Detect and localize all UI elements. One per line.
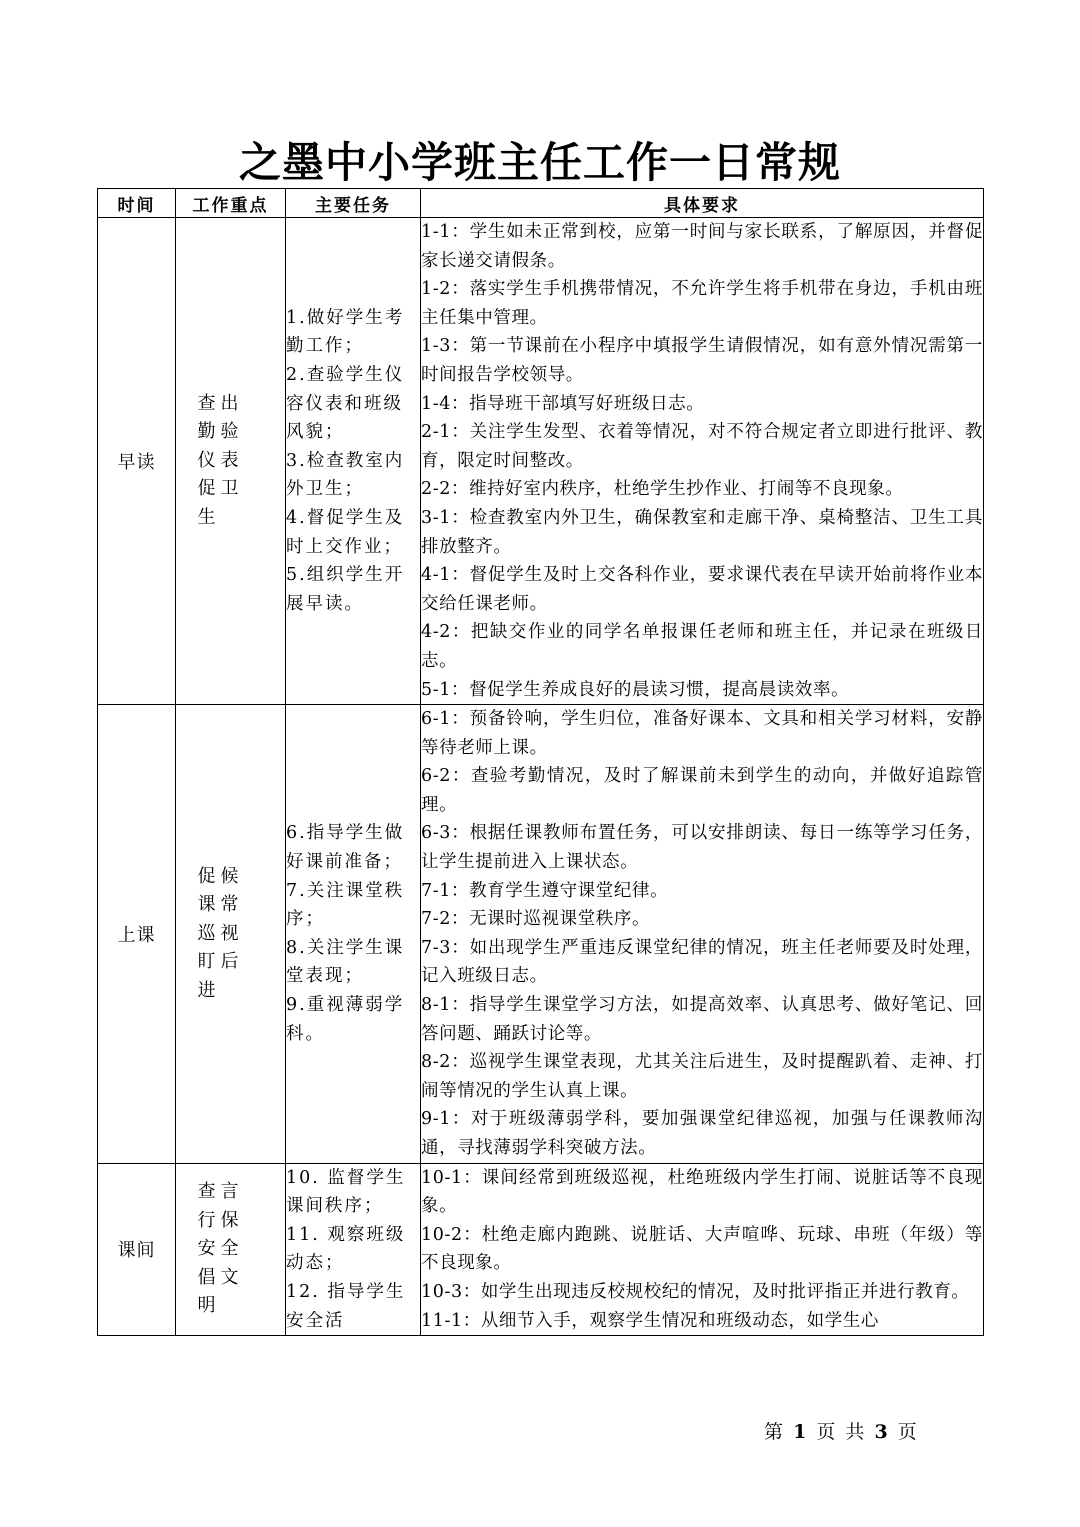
page-suffix: 页 [897, 1421, 919, 1443]
header-focus: 工作重点 [176, 189, 286, 218]
requirement-item: 3-1：检查教室内外卫生，确保教室和走廊干净、桌椅整洁、卫生工具排放整齐。 [421, 507, 983, 557]
tasks-cell [286, 218, 421, 705]
requirement-item: 1-2：落实学生手机携带情况，不允许学生将手机带在身边，手机由班主任集中管理。 [421, 279, 983, 328]
focus-cell [176, 705, 286, 1164]
requirement-item: 8-1：指导学生课堂学习方法，如提高效率、认真思考、做好笔记、回答问题、踊跃讨论等。 [421, 995, 983, 1044]
requirement-item: 5-1：督促学生养成良好的晨读习惯，提高晨读效率。 [421, 679, 850, 700]
focus-cell [176, 1163, 286, 1336]
requirement-item: 4-2：把缺交作业的同学名单报课任老师和班主任，并记录在班级日志。 [421, 622, 983, 671]
requirement-item: 11-1：从细节入手，观察学生情况和班级动态，如学生心 [421, 1310, 880, 1331]
page-number [764, 1417, 919, 1444]
focus-cell [176, 218, 286, 705]
requirement-item: 2-2：维持好室内秩序，杜绝学生抄作业、打闹等不良现象。 [421, 479, 904, 500]
task-item: 4.督促学生及时上交作业； [286, 507, 405, 557]
task-item: 11. 观察班级动态； [286, 1224, 406, 1274]
header-time: 时间 [98, 189, 176, 218]
task-item: 1.做好学生考勤工作； [286, 307, 405, 357]
table-row [98, 1163, 984, 1336]
time-cell: 早读 [98, 218, 176, 705]
requirement-item: 7-3：如出现学生严重违反课堂纪律的情况，班主任老师要及时处理，记入班级日志。 [421, 937, 983, 987]
requirement-item: 10-1：课间经常到班级巡视，杜绝班级内学生打闹、说脏话等不良现象。 [421, 1167, 983, 1217]
requirements-cell [421, 705, 984, 1164]
header-requirements: 具体要求 [421, 189, 984, 218]
requirement-item: 7-2：无课时巡视课堂秩序。 [421, 909, 651, 930]
total-pages: 3 [874, 1421, 890, 1443]
table-row [98, 218, 984, 705]
page-prefix: 第 [764, 1421, 786, 1443]
task-item: 12. 指导学生安全活 [286, 1281, 406, 1331]
requirement-item: 1-4：指导班干部填写好班级日志。 [421, 393, 705, 414]
page-title: 之墨中小学班主任工作一日常规 [238, 138, 841, 187]
tasks-cell [286, 1163, 421, 1336]
table-header-row [98, 189, 984, 218]
requirement-item: 8-2：巡视学生课堂表现，尤其关注后进生，及时提醒趴着、走神、打闹等情况的学生认真上课。 [421, 1052, 983, 1101]
requirement-item: 1-1：学生如未正常到校，应第一时间与家长联系，了解原因，并督促家长递交请假条。 [421, 222, 983, 271]
tasks-cell [286, 705, 421, 1164]
task-item: 10. 监督学生课间秩序； [286, 1167, 406, 1217]
requirements-cell [421, 1163, 984, 1336]
focus-text: 促候课常巡视盯后进 [197, 865, 244, 1001]
header-tasks: 主要任务 [286, 189, 421, 218]
time-cell: 课间 [98, 1163, 176, 1336]
task-item: 8.关注学生课堂表现； [286, 937, 405, 987]
task-item: 5.组织学生开展早读。 [286, 565, 405, 614]
focus-text: 查出勤验仪表促卫生 [197, 392, 244, 528]
requirement-item: 6-2：查验考勤情况，及时了解课前未到学生的动向，并做好追踪管理。 [421, 766, 983, 815]
requirement-item: 6-1：预备铃响，学生归位，准备好课本、文具和相关学习材料，安静等待老师上课。 [421, 709, 983, 758]
requirement-item: 9-1：对于班级薄弱学科，要加强课堂纪律巡视，加强与任课教师沟通，寻找薄弱学科突破方法。 [421, 1109, 983, 1158]
routine-table [97, 188, 984, 1336]
requirement-item: 4-1：督促学生及时上交各科作业，要求课代表在早读开始前将作业本交给任课老师。 [421, 565, 983, 614]
requirement-item: 2-1：关注学生发型、衣着等情况，对不符合规定者立即进行批评、教育，限定时间整改。 [421, 422, 983, 471]
task-item: 2.查验学生仪容仪表和班级风貌； [286, 364, 405, 443]
time-cell: 上课 [98, 705, 176, 1164]
task-item: 7.关注课堂秩序； [286, 880, 405, 930]
requirement-item: 1-3：第一节课前在小程序中填报学生请假情况，如有意外情况需第一时间报告学校领导。 [421, 336, 983, 385]
task-item: 3.检查教室内外卫生； [286, 450, 405, 500]
requirement-item: 10-3：如学生出现违反校规校纪的情况，及时批评指正并进行教育。 [421, 1281, 970, 1302]
current-page: 1 [793, 1421, 809, 1443]
focus-text: 查言行保安全倡文明 [197, 1181, 244, 1317]
task-item: 9.重视薄弱学科。 [286, 995, 405, 1044]
requirements-cell [421, 218, 984, 705]
task-item: 6.指导学生做好课前准备； [286, 823, 405, 873]
page-mid: 页 共 [816, 1421, 867, 1443]
requirement-item: 6-3：根据任课教师布置任务，可以安排朗读、每日一练等学习任务，让学生提前进入上课状态。 [421, 823, 983, 873]
requirement-item: 10-2：杜绝走廊内跑跳、说脏话、大声喧哗、玩球、串班（年级）等不良现象。 [421, 1224, 983, 1274]
requirement-item: 7-1：教育学生遵守课堂纪律。 [421, 880, 669, 901]
table-row [98, 705, 984, 1164]
